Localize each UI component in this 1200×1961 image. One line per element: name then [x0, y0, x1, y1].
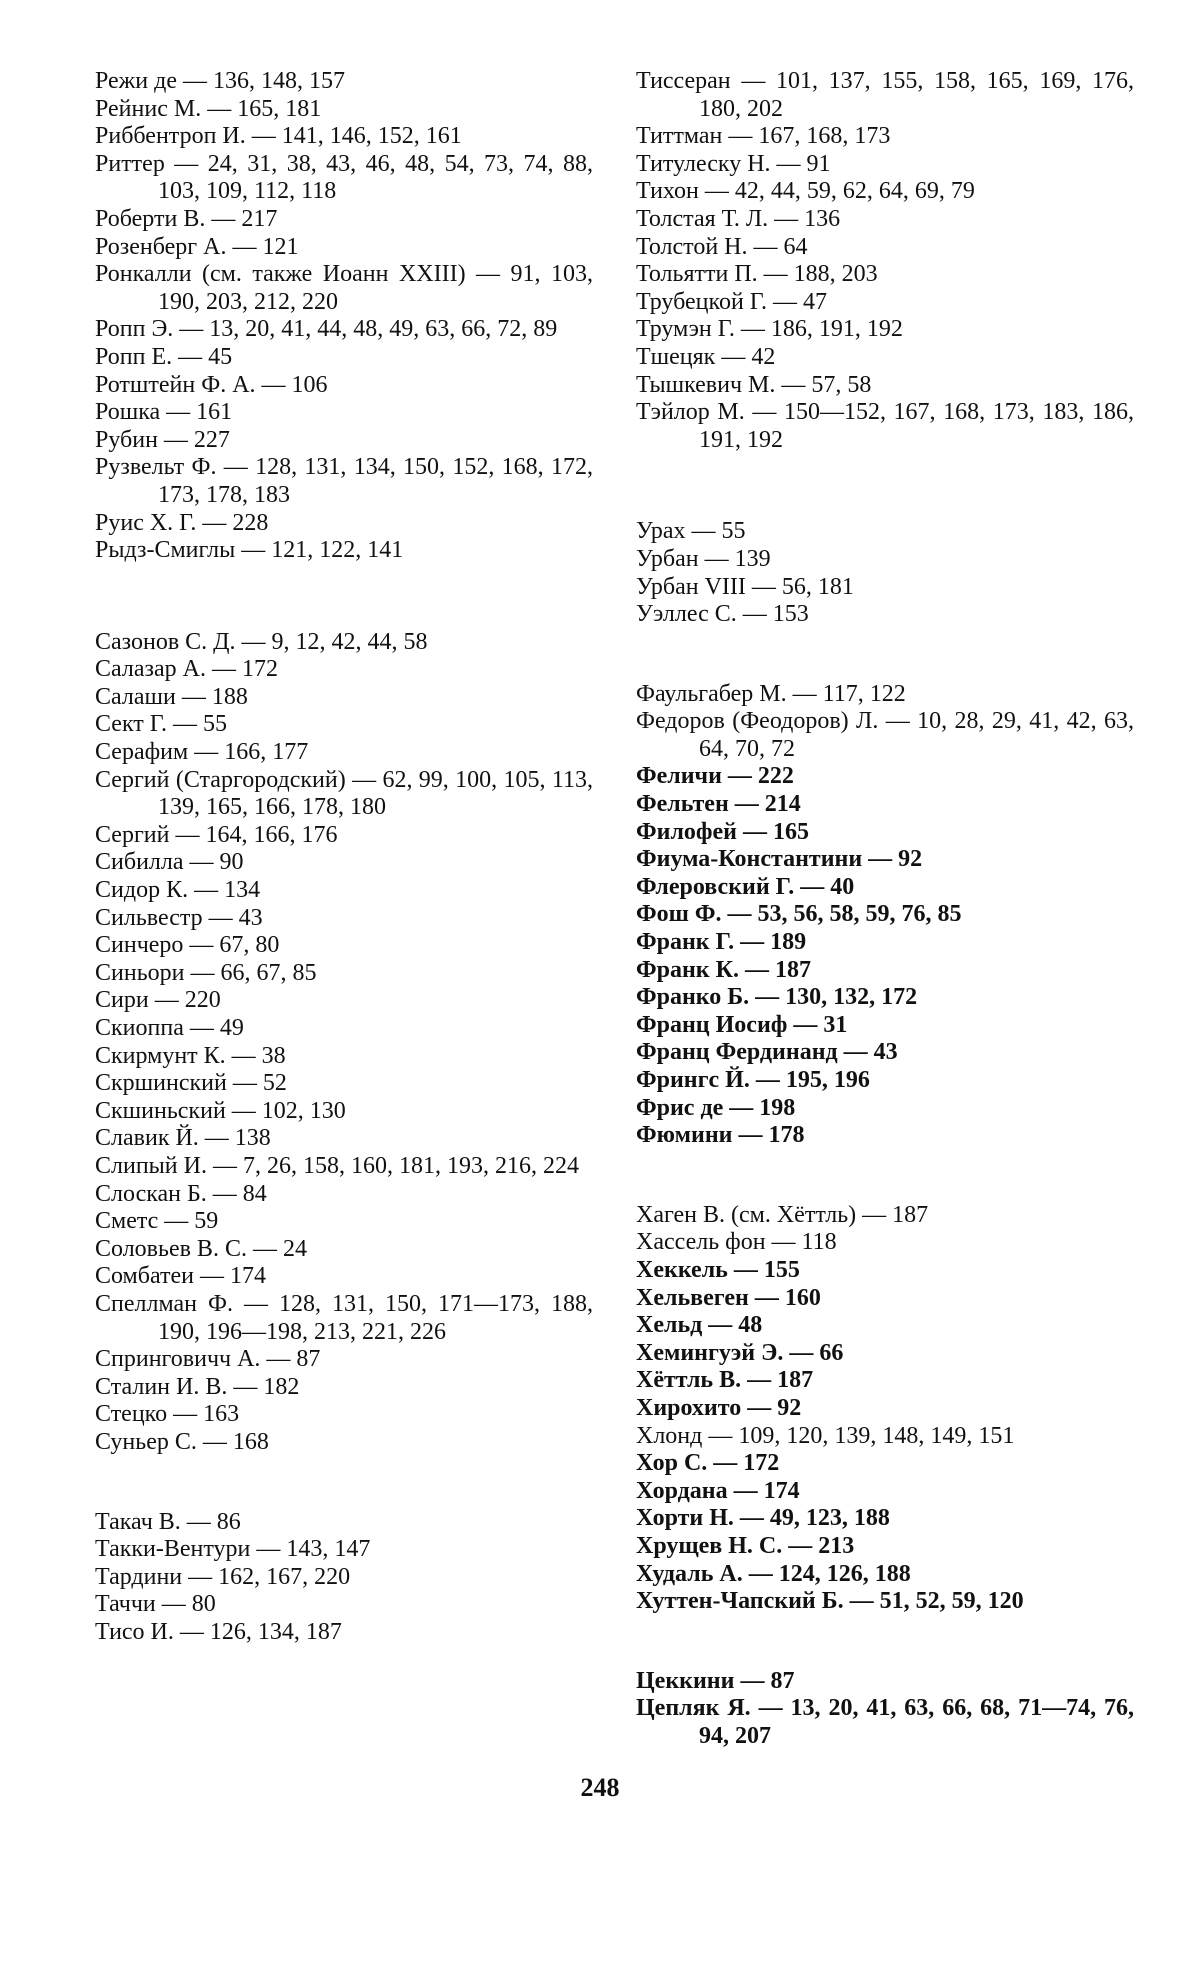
index-entry: Толстой Н. — 64 [636, 233, 808, 260]
index-entry: Скшиньский — 102, 130 [95, 1097, 346, 1124]
index-entry: Хёттль В. — 187 [636, 1367, 814, 1394]
index-entry: Хор С. — 172 [636, 1450, 780, 1477]
index-entry: Фаульгабер М. — 117, 122 [636, 680, 906, 707]
index-entry: Худаль А. — 124, 126, 188 [636, 1560, 911, 1587]
index-entry: Ропп Э. — 13, 20, 41, 44, 48, 49, 63, 66, 72, 89 [95, 316, 558, 343]
index-entry: Тэйлор М. — 150—152, 167, 168, 173, 183, 186, 191, 192 [636, 399, 1134, 453]
index-entry: Филофей — 165 [636, 818, 809, 845]
index-entry: Хрущев Н. С. — 213 [636, 1532, 855, 1559]
index-entry: Фиума-Константини — 92 [636, 846, 923, 873]
index-entry: Ропп Е. — 45 [95, 343, 233, 370]
index-entry: Хордана — 174 [636, 1477, 800, 1504]
index-entry: Розенберг А. — 121 [95, 233, 299, 260]
index-entry: Такач В. — 86 [95, 1508, 241, 1535]
index-entry: Трумэн Г. — 186, 191, 192 [636, 316, 903, 343]
index-entry: Салаши — 188 [95, 683, 248, 710]
index-entry: Рошка — 161 [95, 399, 233, 426]
index-entry: Франко Б. — 130, 132, 172 [636, 984, 918, 1011]
index-entry: Титтман — 167, 168, 173 [636, 123, 891, 150]
index-entry: Хеккель — 155 [636, 1256, 800, 1283]
index-entry: Фрис де — 198 [636, 1094, 796, 1121]
index-entry: Спеллман Ф. — 128, 131, 150, 171—173, 188, 190, 196—198, 213, 221, 226 [95, 1290, 593, 1345]
index-entry: Уэллес С. — 153 [636, 601, 809, 628]
index-letter-group [95, 68, 593, 565]
index-entry: Серафим — 166, 177 [95, 739, 309, 766]
index-entry: Хаген В. (см. Хёттль) — 187 [636, 1201, 929, 1228]
index-entry: Хорти Н. — 49, 123, 188 [636, 1505, 890, 1532]
index-entry: Урах — 55 [636, 518, 746, 545]
index-letter-group [636, 68, 1134, 454]
index-entry: Скиоппа — 49 [95, 1015, 244, 1041]
index-entry: Сметс — 59 [95, 1208, 219, 1235]
index-entry: Хельвеген — 160 [636, 1284, 821, 1311]
index-entry: Урбан — 139 [636, 545, 771, 572]
index-entry: Франц Фердинанд — 43 [636, 1039, 898, 1066]
index-entry: Рузвельт Ф. — 128, 131, 134, 150, 152, 168, 172, 173, 178, 183 [95, 454, 593, 508]
index-entry: Сект Г. — 55 [95, 711, 227, 738]
index-entry: Фош Ф. — 53, 56, 58, 59, 76, 85 [636, 901, 962, 928]
index-letter-group [636, 1202, 1134, 1616]
index-entry: Сири — 220 [95, 987, 221, 1014]
index-entry: Скршинский — 52 [95, 1070, 287, 1097]
index-entry: Цеккини — 87 [636, 1667, 795, 1694]
index-entry: Соловьев В. С. — 24 [95, 1235, 307, 1262]
index-entry: Франц Иосиф — 31 [636, 1011, 848, 1038]
index-entry: Суньер С. — 168 [95, 1428, 269, 1455]
index-entry: Федоров (Феодоров) Л. — 10, 28, 29, 41, 42, 63, 64, 70, 72 [636, 708, 1134, 762]
index-entry: Ронкалли (см. также Иоанн XXIII) — 91, 103, 190, 203, 212, 220 [95, 261, 593, 315]
index-entry: Таччи — 80 [95, 1591, 216, 1618]
index-entry: Слоскан Б. — 84 [95, 1180, 267, 1207]
index-entry: Трубецкой Г. — 47 [636, 288, 827, 315]
index-entry: Славик Й. — 138 [95, 1125, 271, 1152]
index-entry: Франк К. — 187 [636, 956, 812, 983]
index-entry: Режи де — 136, 148, 157 [95, 68, 345, 94]
index-entry: Руис Х. Г. — 228 [95, 509, 269, 536]
index-entry: Роберти В. — 217 [95, 205, 278, 232]
index-entry: Хассель фон — 118 [636, 1229, 837, 1256]
index-entry: Рейнис М. — 165, 181 [95, 95, 322, 122]
index-entry: Сергий (Старгородский) — 62, 99, 100, 105, 113, 139, 165, 166, 178, 180 [95, 766, 593, 821]
index-column-left [95, 68, 593, 1646]
index-entry: Сазонов С. Д. — 9, 12, 42, 44, 58 [95, 628, 428, 655]
index-entry: Синьори — 66, 67, 85 [95, 959, 317, 986]
index-entry: Тышкевич М. — 57, 58 [636, 371, 872, 398]
index-entry: Толстая Т. Л. — 136 [636, 205, 841, 232]
index-entry: Слипый И. — 7, 26, 158, 160, 181, 193, 216, 224 [95, 1152, 579, 1179]
index-letter-group [636, 518, 1134, 628]
index-entry: Тисо И. — 126, 134, 187 [95, 1618, 342, 1645]
index-letter-group [95, 629, 593, 1457]
index-letter-group [636, 681, 1134, 1150]
index-entry: Рыдз-Смиглы — 121, 122, 141 [95, 537, 404, 564]
index-entry: Франк Г. — 189 [636, 929, 807, 956]
index-entry: Сергий — 164, 166, 176 [95, 821, 338, 848]
index-entry: Урбан VIII — 56, 181 [636, 573, 854, 600]
index-entry: Феличи — 222 [636, 763, 794, 790]
index-entry: Хуттен-Чапский Б. — 51, 52, 59, 120 [636, 1588, 1024, 1615]
index-entry: Риттер — 24, 31, 38, 43, 46, 48, 54, 73, 74, 88, 103, 109, 112, 118 [95, 150, 593, 205]
index-entry: Синчеро — 67, 80 [95, 932, 280, 959]
index-entry: Хельд — 48 [636, 1312, 763, 1339]
index-entry: Титулеску Н. — 91 [636, 150, 831, 177]
index-entry: Сталин И. В. — 182 [95, 1373, 300, 1400]
index-entry: Хирохито — 92 [636, 1394, 802, 1421]
index-entry: Такки-Вентури — 143, 147 [95, 1536, 371, 1563]
index-entry: Тиссеран — 101, 137, 155, 158, 165, 169, 176, 180, 202 [636, 68, 1134, 122]
index-entry: Сидор К. — 134 [95, 877, 261, 904]
index-entry: Тшецяк — 42 [636, 343, 776, 370]
page-number: 248 [580, 1773, 620, 1802]
index-letter-group [636, 1668, 1134, 1751]
index-entry: Фельтен — 214 [636, 791, 801, 818]
index-letter-group [95, 1509, 593, 1647]
index-entry: Спринговичч А. — 87 [95, 1346, 321, 1373]
index-entry: Сомбатеи — 174 [95, 1263, 266, 1290]
index-entry: Фрингс Й. — 195, 196 [636, 1067, 870, 1093]
index-entry: Фюмини — 178 [636, 1122, 805, 1149]
index-entry: Сибилла — 90 [95, 849, 244, 876]
index-entry: Риббентроп И. — 141, 146, 152, 161 [95, 123, 462, 150]
index-entry: Скирмунт К. — 38 [95, 1042, 286, 1069]
index-entry: Ротштейн Ф. А. — 106 [95, 371, 328, 398]
index-entry: Салазар А. — 172 [95, 656, 278, 683]
index-entry: Тихон — 42, 44, 59, 62, 64, 69, 79 [636, 178, 975, 205]
index-entry: Хемингуэй Э. — 66 [636, 1339, 844, 1366]
index-entry: Сильвестр — 43 [95, 904, 263, 931]
index-column-right [636, 68, 1134, 1750]
index-entry: Хлонд — 109, 120, 139, 148, 149, 151 [636, 1422, 1015, 1449]
index-entry: Тардини — 162, 167, 220 [95, 1563, 351, 1590]
index-entry: Рубин — 227 [95, 426, 230, 453]
index-entry: Цепляк Я. — 13, 20, 41, 63, 66, 68, 71—74, 76, 94, 207 [636, 1695, 1134, 1749]
index-entry: Стецко — 163 [95, 1401, 240, 1428]
index-entry: Тольятти П. — 188, 203 [636, 261, 878, 288]
index-entry: Флеровский Г. — 40 [636, 873, 855, 900]
